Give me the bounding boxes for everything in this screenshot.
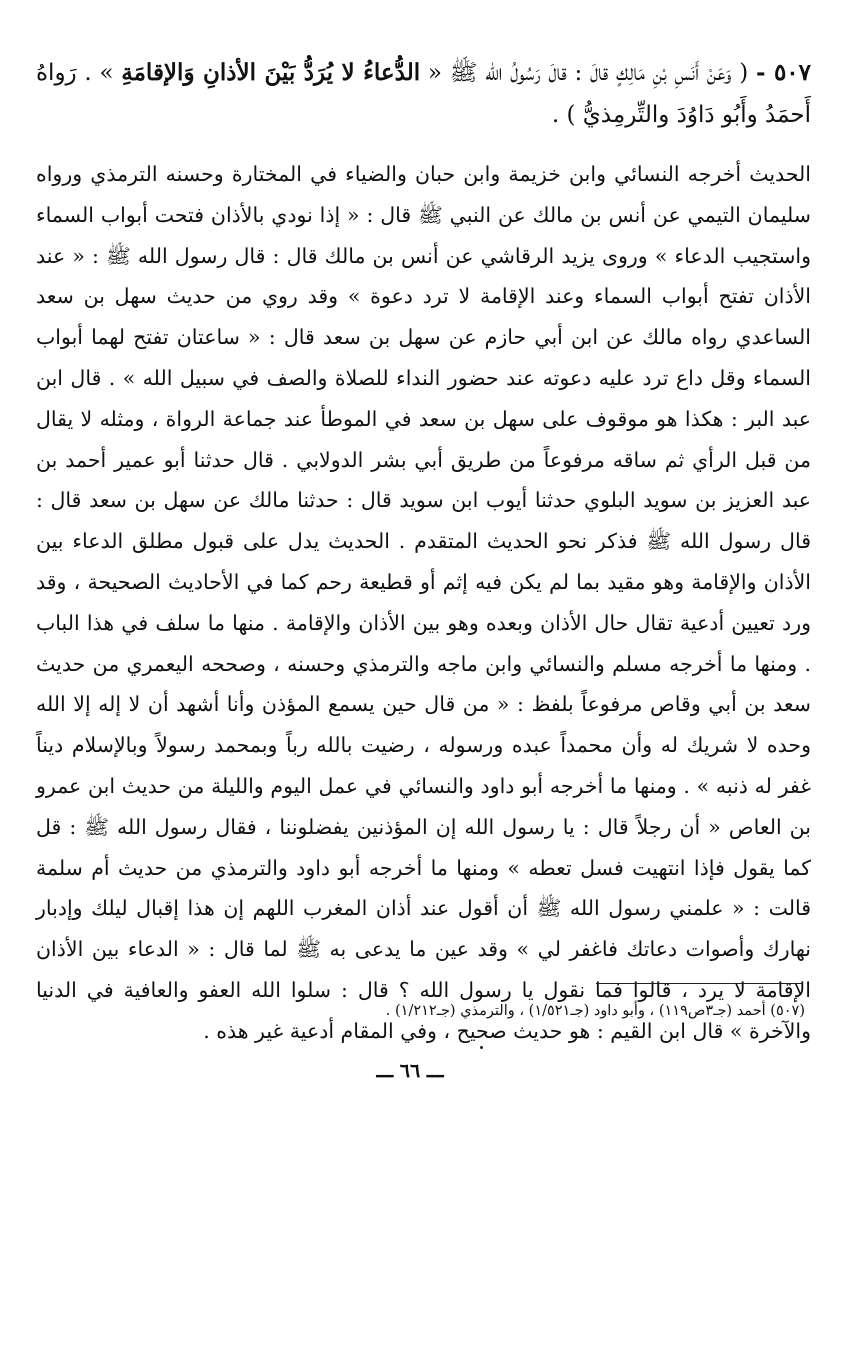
- hadith-number: ٥٠٧ -: [755, 59, 812, 86]
- page-number: ـــ ٦٦ ـــ: [376, 1060, 444, 1082]
- footnote-divider: [596, 983, 803, 984]
- hadith-intro: ( وَعَنْ أَنَسِ بْنِ مَالِكٍ قالَ : قالَ رَسُولُ الله ﷺ «: [427, 60, 749, 86]
- commentary-paragraph: الحديث أخرجه النسائي وابن خزيمة وابن حبان والضياء في المختارة وحسنه الترمذي ورواه سليمان التيمي عن أنس بن مالك عن النبي ﷺ قال : « إذا نودي بالأذان فتحت أبواب السماء واستجيب الدعاء » وروى يزيد الرقاشي عن أنس بن مالك قال : قال رسول الله ﷺ : « عند الأذان تفتح أبواب السماء وعند الإقامة لا ترد دعوة » وقد روي من حديث سهل بن سعد الساعدي رواه مالك عن ابن أبي حازم عن سهل بن سعد قال : « ساعتان تفتح لهما أبواب السماء وقل داع ترد عليه دعوته عند حضور النداء للصلاة والصف في سبيل الله » . قال ابن عبد البر : هكذا هو موقوف على سهل بن سعد في الموطأ عند جماعة الرواة ، ومثله لا يقال من قبل الرأي ثم ساقه مرفوعاً من طريق أبي بشر الدولابي . قال حدثنا أبو عمير أحمد بن عبد العزيز بن سويد البلوي حدثنا أيوب ابن سويد قال : حدثنا مالك عن سهل بن سعد قال : قال رسول الله ﷺ فذكر نحو الحديث المتقدم . الحديث يدل على قبول مطلق الدعاء بين الأذان والإقامة وهو مقيد بما لم يكن فيه إثم أو قطيعة رحم كما في الأحاديث الصحيحة ، وقد ورد تعيين أدعية تقال حال الأذان وبعده وهو بين الأذان والإقامة . منها ما سلف في هذا الباب . ومنها ما أخرجه مسلم والنسائي وابن ماجه والترمذي وحسنه ، وصححه اليعمري من حديث سعد بن أبي وقاص مرفوعاً بلفظ : « من قال حين يسمع المؤذن وأنا أشهد أن لا إله إلا الله وحده لا شريك له وأن محمداً عبده ورسوله ، رضيت بالله رباً وبمحمد رسولاً وبالإسلام ديناً غفر له ذنبه » . ومنها ما أخرجه أبو داود والنسائي في عمل اليوم والليلة من حديث ابن عمرو بن العاص « أن رجلاً قال : يا رسول الله إن المؤذنين يفضلوننا ، فقال رسول الله ﷺ : قل كما يقول فإذا انتهيت فسل تعطه » ومنها ما أخرجه أبو داود والترمذي من حديث أم سلمة قالت : « علمني رسول الله ﷺ أن أقول عند أذان المغرب اللهم إن هذا إقبال ليلك وإدبار نهارك وأصوات دعاتك فاغفر لي » وقد عين ما يدعى به ﷺ لما قال : « الدعاء بين الأذان الإقامة لا يرد ، قالوا فما نقول يا رسول الله ؟ قال : سلوا الله العفو والعافية في الدنيا والآخرة » قال ابن القيم : هو حديث صحيح ، وفي المقام أدعية غير هذه .: [36, 162, 811, 1043]
- footnote: (٥٠٧) أحمد (جـ٣ص١١٩) ، وأبو داود (جـ١/٥٢١) ، والترمذي (جـ١/٢١٢) .: [385, 1003, 805, 1019]
- hadith-text: [36, 52, 811, 136]
- hadith-quote: الدُّعاءُ لا يُرَدُّ بَيْنَ الأذانِ وَالإقامَةِ: [121, 59, 421, 86]
- hadith-closing: » . رَواهُ أَحمَدُ وأَبُو دَاوُدَ والتِّرمِذيُّ ) .: [36, 60, 811, 128]
- ink-dot: [480, 1046, 483, 1049]
